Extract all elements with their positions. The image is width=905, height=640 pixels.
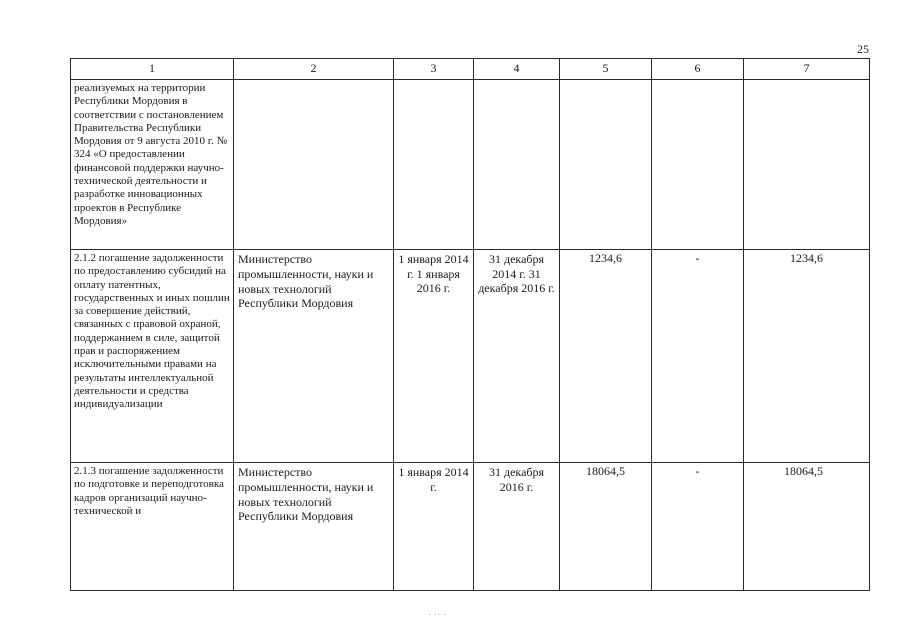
header-cell: 6 [652,59,744,80]
amount-cell: 1234,6 [560,250,652,463]
start-date-cell [394,80,474,250]
table-row [71,463,870,591]
start-date-cell: 1 января 2014 г. [394,463,474,591]
start-date-cell: 1 января 2014 г. 1 января 2016 г. [394,250,474,463]
end-date-cell: 31 декабря 2016 г. [474,463,560,591]
executor-cell [234,80,394,250]
measure-cell: 2.1.3 погашение задолженности по подготовке и переподготовка кадров организаций научно-технической и [71,463,234,591]
header-cell: 2 [234,59,394,80]
executor-cell: Министерство промышленности, науки и новых технологий Республики Мордовия [234,250,394,463]
col6-cell: - [652,250,744,463]
header-cell: 5 [560,59,652,80]
scan-artifact: · ·· · [428,610,447,621]
header-cell: 3 [394,59,474,80]
header-cell: 1 [71,59,234,80]
table-row [71,80,870,250]
amount-cell: 18064,5 [560,463,652,591]
table-row [71,250,870,463]
amount-cell [560,80,652,250]
executor-cell: Министерство промышленности, науки и новых технологий Республики Мордовия [234,463,394,591]
measure-cell: реализуемых на территории Республики Мордовия в соответствии с постановлением Правительства Республики Мордовия от 9 августа 2010 г. № 324 «О предоставлении финансовой поддержки научно-технической деятельности и разработке инновационных проектов в Республике Мордовия» [71,80,234,250]
end-date-cell [474,80,560,250]
header-cell: 7 [744,59,870,80]
total-cell: 18064,5 [744,463,870,591]
total-cell [744,80,870,250]
col6-cell: - [652,463,744,591]
total-cell: 1234,6 [744,250,870,463]
col6-cell [652,80,744,250]
measure-cell: 2.1.2 погашение задолженности по предоставлению субсидий на оплату патентных, государственных и иных пошлин за совершение действий, связанных с правовой охраной, поддержанием в силе, защитой прав и распоряжением исключительными правами на результаты интеллектуальной деятельности и средства индивидуализации [71,250,234,463]
plan-table [70,58,870,591]
header-cell: 4 [474,59,560,80]
end-date-cell: 31 декабря 2014 г. 31 декабря 2016 г. [474,250,560,463]
page-number: 25 [857,42,869,56]
header-row [71,59,870,80]
